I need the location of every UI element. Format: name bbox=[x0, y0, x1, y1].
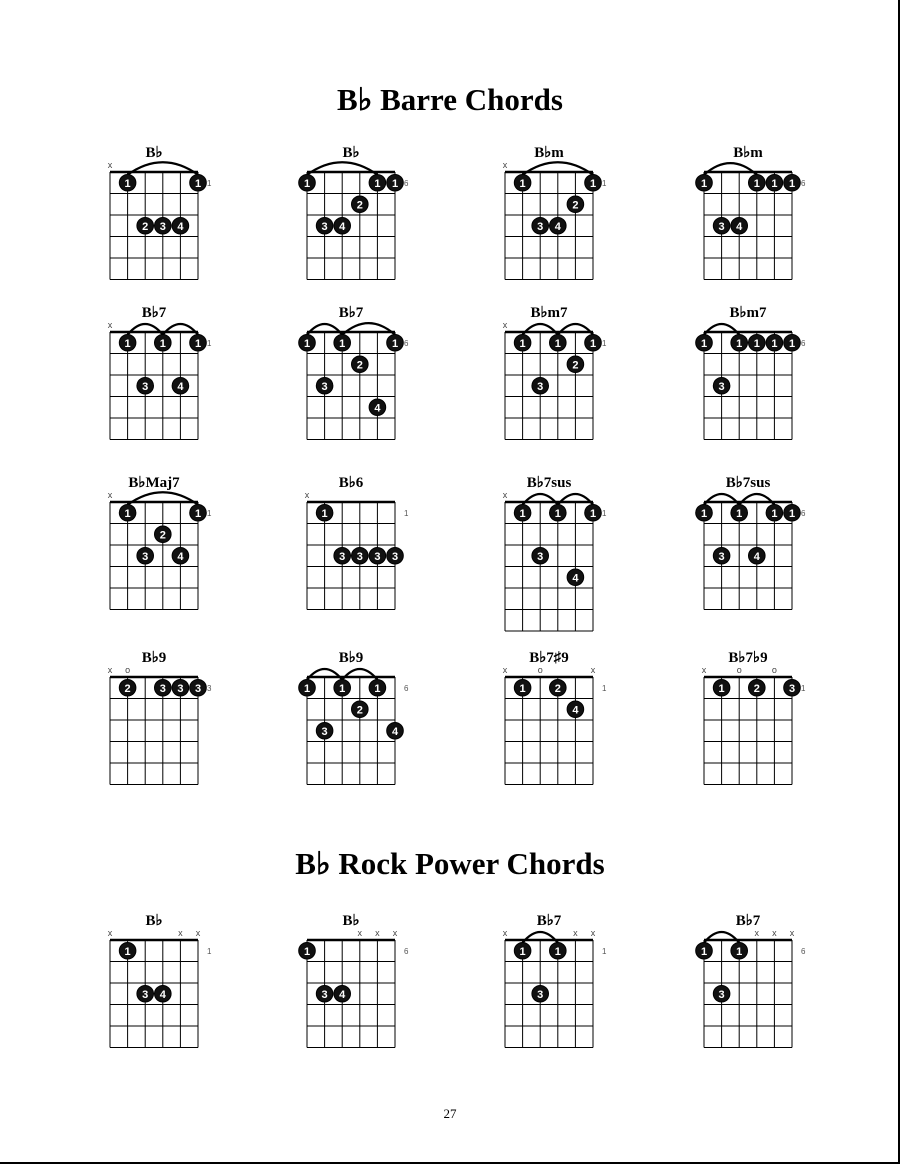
chord-name: B♭7sus bbox=[725, 475, 771, 491]
finger-number: 1 bbox=[391, 177, 399, 190]
chord-name: B♭7 bbox=[735, 913, 761, 929]
chord-diagram bbox=[684, 476, 824, 626]
finger-number: 1 bbox=[374, 682, 381, 695]
muted-string-marker: x bbox=[107, 928, 113, 938]
fret-position-label: 6 bbox=[404, 338, 409, 348]
muted-string-marker: x bbox=[107, 665, 113, 675]
finger-dot bbox=[299, 334, 316, 351]
finger-dot bbox=[532, 217, 549, 234]
finger-dot bbox=[155, 985, 172, 1002]
chord-name: B♭ bbox=[342, 913, 360, 929]
finger-dot bbox=[137, 217, 154, 234]
finger-number: 1 bbox=[589, 507, 597, 520]
muted-string-marker: x bbox=[502, 928, 508, 938]
open-string-marker: o bbox=[736, 665, 742, 675]
finger-dot bbox=[334, 679, 351, 696]
chord-diagram bbox=[684, 146, 824, 296]
fret-position-label: 6 bbox=[801, 946, 806, 956]
finger-number: 1 bbox=[554, 945, 561, 958]
finger-number: 1 bbox=[753, 337, 760, 350]
chord-diagram bbox=[485, 914, 625, 1064]
finger-number: 4 bbox=[753, 550, 760, 563]
chord-name: B♭6 bbox=[338, 475, 364, 491]
finger-dot bbox=[119, 174, 136, 191]
section-title-rock-power-chords: B♭ Rock Power Chords bbox=[295, 846, 605, 881]
finger-dot bbox=[172, 679, 189, 696]
finger-dot bbox=[299, 174, 316, 191]
finger-dot bbox=[155, 334, 172, 351]
finger-number: 1 bbox=[788, 337, 796, 350]
chord-diagram bbox=[90, 476, 230, 626]
finger-dot bbox=[119, 334, 136, 351]
finger-dot bbox=[550, 679, 567, 696]
chord-diagram bbox=[287, 306, 427, 456]
finger-dot bbox=[713, 377, 730, 394]
finger-number: 1 bbox=[194, 507, 202, 520]
chord-diagram bbox=[485, 651, 625, 801]
fret-position-label: 1 bbox=[207, 338, 212, 348]
finger-number: 4 bbox=[554, 220, 561, 233]
muted-string-marker: x bbox=[107, 160, 113, 170]
muted-string-marker: x bbox=[178, 928, 183, 938]
finger-number: 3 bbox=[788, 682, 796, 695]
finger-dot bbox=[334, 217, 351, 234]
finger-dot bbox=[731, 334, 748, 351]
finger-dot bbox=[784, 679, 801, 696]
finger-dot bbox=[352, 356, 369, 373]
finger-number: 3 bbox=[718, 380, 725, 393]
finger-number: 3 bbox=[321, 988, 328, 1001]
open-string-marker: o bbox=[771, 665, 777, 675]
chord-name: B♭m bbox=[534, 145, 564, 161]
finger-number: 3 bbox=[159, 220, 166, 233]
finger-dot bbox=[567, 196, 584, 213]
muted-string-marker: x bbox=[502, 160, 508, 170]
muted-string-marker: x bbox=[590, 928, 596, 938]
finger-number: 4 bbox=[177, 380, 184, 393]
finger-dot bbox=[696, 504, 713, 521]
finger-number: 1 bbox=[519, 945, 526, 958]
finger-number: 1 bbox=[554, 337, 561, 350]
finger-number: 4 bbox=[339, 988, 346, 1001]
finger-number: 1 bbox=[788, 177, 796, 190]
finger-dot bbox=[190, 504, 207, 521]
finger-number: 3 bbox=[718, 220, 725, 233]
fret-position-label: 1 bbox=[207, 946, 212, 956]
finger-number: 1 bbox=[194, 337, 202, 350]
finger-number: 4 bbox=[736, 220, 743, 233]
fret-position-label: 1 bbox=[602, 178, 607, 188]
finger-dot bbox=[713, 217, 730, 234]
chord-diagram bbox=[287, 476, 427, 626]
muted-string-marker: x bbox=[107, 320, 113, 330]
finger-dot bbox=[567, 701, 584, 718]
chord-name: B♭Maj7 bbox=[128, 475, 180, 491]
muted-string-marker: x bbox=[375, 928, 380, 938]
finger-dot bbox=[514, 174, 531, 191]
finger-number: 2 bbox=[554, 682, 561, 695]
finger-dot bbox=[137, 377, 154, 394]
finger-dot bbox=[299, 942, 316, 959]
finger-dot bbox=[387, 547, 404, 564]
finger-number: 3 bbox=[142, 550, 149, 563]
finger-number: 3 bbox=[142, 380, 149, 393]
finger-dot bbox=[514, 334, 531, 351]
finger-dot bbox=[532, 377, 549, 394]
chord-diagram bbox=[684, 651, 824, 801]
finger-dot bbox=[316, 985, 333, 1002]
finger-number: 1 bbox=[589, 337, 597, 350]
finger-number: 2 bbox=[572, 359, 579, 372]
finger-number: 1 bbox=[771, 337, 778, 350]
chord-diagram bbox=[90, 914, 230, 1064]
finger-dot bbox=[550, 504, 567, 521]
finger-dot bbox=[514, 942, 531, 959]
fret-position-label: 6 bbox=[404, 946, 409, 956]
finger-dot bbox=[316, 217, 333, 234]
finger-dot bbox=[550, 217, 567, 234]
finger-dot bbox=[731, 217, 748, 234]
chord-diagram bbox=[287, 651, 427, 801]
finger-number: 2 bbox=[356, 704, 363, 717]
finger-number: 1 bbox=[700, 337, 708, 350]
finger-number: 2 bbox=[572, 199, 579, 212]
chord-diagram bbox=[684, 914, 824, 1064]
finger-number: 1 bbox=[771, 177, 778, 190]
finger-number: 4 bbox=[374, 402, 381, 415]
muted-string-marker: x bbox=[502, 665, 508, 675]
finger-number: 1 bbox=[303, 337, 311, 350]
chord-name: B♭7 bbox=[536, 913, 562, 929]
fret-position-label: 1 bbox=[602, 683, 607, 693]
fret-position-label: 1 bbox=[801, 683, 806, 693]
chord-name: B♭7♯9 bbox=[529, 650, 569, 666]
finger-dot bbox=[299, 679, 316, 696]
fret-position-label: 6 bbox=[801, 508, 806, 518]
finger-number: 1 bbox=[391, 337, 399, 350]
finger-dot bbox=[387, 722, 404, 739]
chord-name: B♭ bbox=[145, 913, 163, 929]
finger-number: 1 bbox=[303, 177, 311, 190]
muted-string-marker: x bbox=[502, 320, 508, 330]
muted-string-marker: x bbox=[195, 928, 201, 938]
finger-number: 1 bbox=[303, 682, 311, 695]
open-string-marker: o bbox=[125, 665, 131, 675]
finger-dot bbox=[550, 942, 567, 959]
finger-dot bbox=[387, 334, 404, 351]
finger-number: 2 bbox=[356, 199, 363, 212]
finger-number: 4 bbox=[572, 704, 579, 717]
fret-position-label: 1 bbox=[207, 178, 212, 188]
chord-name: B♭m bbox=[733, 145, 763, 161]
chord-name: B♭m7 bbox=[729, 305, 767, 321]
finger-dot bbox=[119, 679, 136, 696]
chord-diagram bbox=[485, 306, 625, 456]
finger-number: 1 bbox=[339, 337, 346, 350]
finger-number: 1 bbox=[753, 177, 760, 190]
finger-dot bbox=[532, 985, 549, 1002]
finger-dot bbox=[696, 334, 713, 351]
chord-diagram bbox=[90, 146, 230, 296]
finger-dot bbox=[567, 569, 584, 586]
finger-number: 1 bbox=[589, 177, 597, 190]
finger-number: 3 bbox=[718, 988, 725, 1001]
finger-dot bbox=[369, 399, 386, 416]
finger-number: 1 bbox=[321, 507, 328, 520]
finger-dot bbox=[731, 504, 748, 521]
muted-string-marker: x bbox=[107, 490, 113, 500]
muted-string-marker: x bbox=[754, 928, 760, 938]
finger-dot bbox=[172, 377, 189, 394]
finger-number: 4 bbox=[159, 988, 166, 1001]
chord-name: B♭9 bbox=[141, 650, 167, 666]
finger-number: 3 bbox=[537, 988, 544, 1001]
fret-position-label: 1 bbox=[602, 338, 607, 348]
finger-number: 2 bbox=[124, 682, 131, 695]
muted-string-marker: x bbox=[357, 928, 363, 938]
finger-number: 1 bbox=[519, 177, 526, 190]
chord-diagram bbox=[287, 146, 427, 296]
finger-number: 3 bbox=[537, 220, 544, 233]
finger-dot bbox=[749, 679, 766, 696]
chord-name: B♭9 bbox=[338, 650, 364, 666]
finger-dot bbox=[713, 547, 730, 564]
muted-string-marker: x bbox=[502, 490, 508, 500]
muted-string-marker: x bbox=[789, 928, 795, 938]
finger-dot bbox=[190, 679, 207, 696]
finger-dot bbox=[352, 547, 369, 564]
finger-number: 1 bbox=[554, 507, 561, 520]
finger-number: 2 bbox=[159, 529, 166, 542]
finger-dot bbox=[316, 377, 333, 394]
finger-number: 3 bbox=[391, 550, 399, 563]
finger-dot bbox=[550, 334, 567, 351]
finger-dot bbox=[514, 679, 531, 696]
finger-dot bbox=[369, 679, 386, 696]
finger-number: 1 bbox=[124, 507, 131, 520]
finger-number: 4 bbox=[391, 725, 399, 738]
finger-number: 1 bbox=[788, 507, 796, 520]
fret-position-label: 1 bbox=[207, 508, 212, 518]
finger-dot bbox=[352, 701, 369, 718]
finger-number: 1 bbox=[159, 337, 166, 350]
finger-dot bbox=[369, 547, 386, 564]
muted-string-marker: x bbox=[701, 665, 707, 675]
finger-dot bbox=[119, 504, 136, 521]
finger-number: 2 bbox=[142, 220, 149, 233]
finger-dot bbox=[137, 547, 154, 564]
finger-number: 3 bbox=[321, 380, 328, 393]
finger-number: 1 bbox=[700, 507, 708, 520]
finger-dot bbox=[172, 217, 189, 234]
finger-number: 1 bbox=[519, 337, 526, 350]
finger-dot bbox=[137, 985, 154, 1002]
open-string-marker: o bbox=[537, 665, 543, 675]
chord-name: B♭ bbox=[145, 145, 163, 161]
finger-dot bbox=[784, 334, 801, 351]
finger-number: 1 bbox=[374, 177, 381, 190]
finger-number: 1 bbox=[736, 337, 743, 350]
finger-dot bbox=[172, 547, 189, 564]
chord-diagram bbox=[287, 914, 427, 1064]
finger-number: 2 bbox=[753, 682, 760, 695]
muted-string-marker: x bbox=[590, 665, 596, 675]
finger-dot bbox=[514, 504, 531, 521]
finger-dot bbox=[713, 679, 730, 696]
finger-number: 3 bbox=[718, 550, 725, 563]
chord-diagram bbox=[485, 146, 625, 296]
finger-dot bbox=[119, 942, 136, 959]
finger-number: 1 bbox=[194, 177, 202, 190]
finger-dot bbox=[352, 196, 369, 213]
chord-diagram bbox=[90, 306, 230, 456]
finger-dot bbox=[784, 174, 801, 191]
finger-number: 1 bbox=[736, 945, 743, 958]
finger-number: 3 bbox=[356, 550, 363, 563]
finger-dot bbox=[696, 942, 713, 959]
muted-string-marker: x bbox=[772, 928, 777, 938]
finger-dot bbox=[585, 504, 602, 521]
finger-number: 1 bbox=[124, 945, 131, 958]
finger-dot bbox=[316, 722, 333, 739]
finger-number: 3 bbox=[537, 550, 544, 563]
finger-dot bbox=[387, 174, 404, 191]
finger-number: 1 bbox=[519, 682, 526, 695]
finger-number: 4 bbox=[177, 220, 184, 233]
chord-name: B♭m7 bbox=[530, 305, 568, 321]
finger-dot bbox=[749, 334, 766, 351]
finger-number: 4 bbox=[339, 220, 346, 233]
fret-position-label: 6 bbox=[404, 178, 409, 188]
page-number: 27 bbox=[443, 1106, 457, 1121]
chord-diagram bbox=[485, 476, 625, 626]
chord-name: B♭7♭9 bbox=[728, 650, 768, 666]
finger-dot bbox=[696, 174, 713, 191]
finger-dot bbox=[334, 547, 351, 564]
finger-number: 1 bbox=[519, 507, 526, 520]
finger-number: 1 bbox=[771, 507, 778, 520]
chord-name: B♭7sus bbox=[526, 475, 572, 491]
finger-dot bbox=[155, 217, 172, 234]
chord-name: B♭7 bbox=[141, 305, 167, 321]
finger-number: 2 bbox=[356, 359, 363, 372]
finger-number: 3 bbox=[177, 682, 184, 695]
finger-dot bbox=[784, 504, 801, 521]
chord-name: B♭7 bbox=[338, 305, 364, 321]
finger-number: 1 bbox=[303, 945, 311, 958]
finger-number: 1 bbox=[700, 177, 708, 190]
finger-dot bbox=[766, 174, 783, 191]
finger-number: 3 bbox=[142, 988, 149, 1001]
finger-dot bbox=[731, 942, 748, 959]
chord-diagram bbox=[90, 651, 230, 801]
finger-dot bbox=[316, 504, 333, 521]
finger-number: 3 bbox=[537, 380, 544, 393]
finger-dot bbox=[585, 334, 602, 351]
finger-number: 3 bbox=[194, 682, 202, 695]
muted-string-marker: x bbox=[304, 490, 310, 500]
finger-number: 3 bbox=[321, 725, 328, 738]
finger-number: 3 bbox=[321, 220, 328, 233]
finger-number: 3 bbox=[374, 550, 381, 563]
finger-number: 1 bbox=[339, 682, 346, 695]
chord-name: B♭ bbox=[342, 145, 360, 161]
finger-number: 1 bbox=[124, 337, 131, 350]
fret-position-label: 3 bbox=[207, 683, 212, 693]
finger-dot bbox=[334, 334, 351, 351]
fret-position-label: 1 bbox=[602, 508, 607, 518]
finger-number: 4 bbox=[177, 550, 184, 563]
fret-position-label: 1 bbox=[404, 508, 409, 518]
fret-position-label: 6 bbox=[801, 178, 806, 188]
finger-dot bbox=[749, 547, 766, 564]
finger-number: 3 bbox=[159, 682, 166, 695]
finger-dot bbox=[766, 504, 783, 521]
finger-number: 1 bbox=[718, 682, 725, 695]
finger-dot bbox=[713, 985, 730, 1002]
finger-dot bbox=[190, 174, 207, 191]
finger-dot bbox=[155, 679, 172, 696]
finger-dot bbox=[369, 174, 386, 191]
muted-string-marker: x bbox=[392, 928, 398, 938]
muted-string-marker: x bbox=[573, 928, 578, 938]
section-title-barre-chords: B♭ Barre Chords bbox=[337, 82, 563, 117]
finger-dot bbox=[155, 526, 172, 543]
finger-dot bbox=[190, 334, 207, 351]
chord-diagram bbox=[684, 306, 824, 456]
finger-number: 1 bbox=[736, 507, 743, 520]
finger-dot bbox=[766, 334, 783, 351]
fret-position-label: 1 bbox=[602, 946, 607, 956]
finger-number: 1 bbox=[124, 177, 131, 190]
finger-dot bbox=[334, 985, 351, 1002]
finger-dot bbox=[532, 547, 549, 564]
finger-dot bbox=[585, 174, 602, 191]
finger-number: 3 bbox=[339, 550, 346, 563]
finger-number: 1 bbox=[700, 945, 708, 958]
finger-dot bbox=[749, 174, 766, 191]
fret-position-label: 6 bbox=[404, 683, 409, 693]
fret-position-label: 6 bbox=[801, 338, 806, 348]
finger-dot bbox=[567, 356, 584, 373]
finger-number: 4 bbox=[572, 572, 579, 585]
